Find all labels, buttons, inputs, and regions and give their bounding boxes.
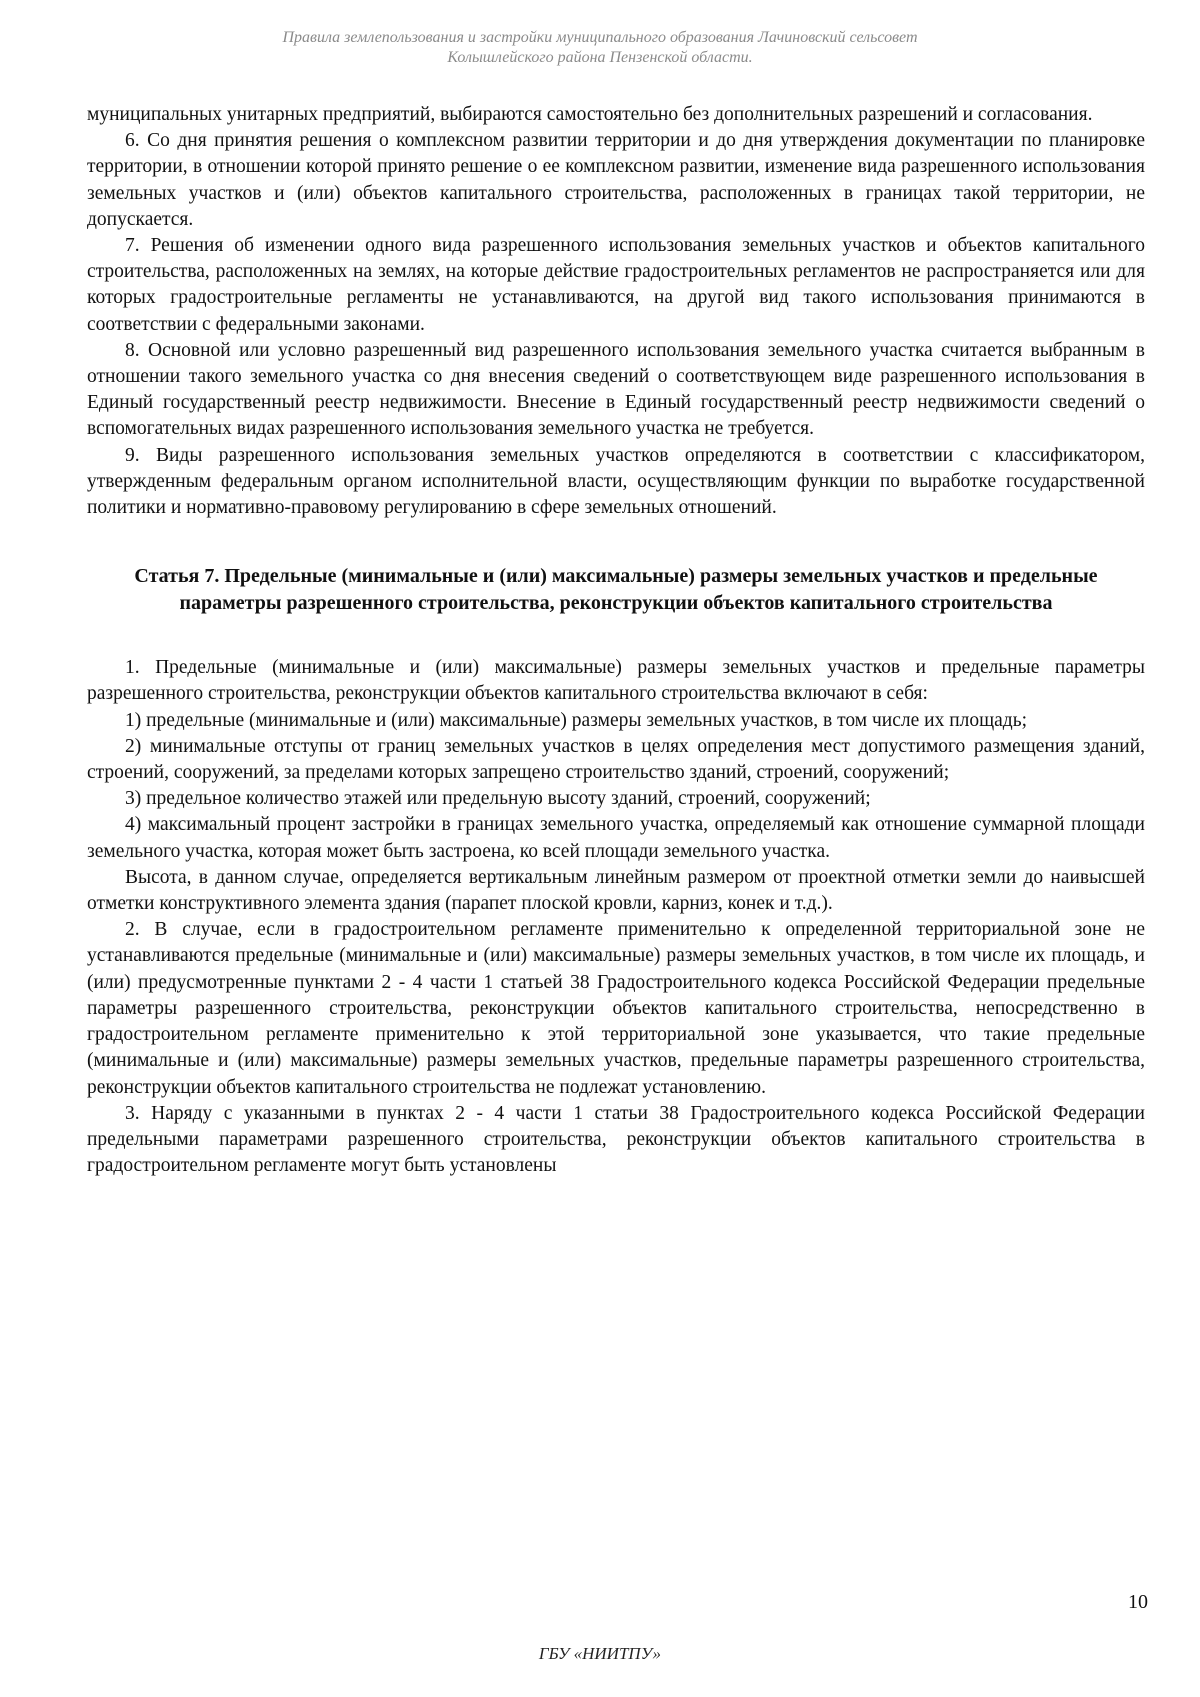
paragraph-item-6: 6. Со дня принятия решения о комплексном развитии территории и до дня утверждения документации по планировке территории, в отношении которой принято решение о ее комплексном развитии, изменение вида разрешенного использования земельных участков и (или) объектов капитального строительства, расположенных в границах такой территории, не допускается.: [87, 130, 1145, 230]
document-body: [87, 102, 1145, 1179]
article-subitem-3: 3) предельное количество этажей или предельную высоту зданий, строений, сооружений;: [125, 788, 871, 810]
running-header-line-1: Правила землепользования и застройки муниципального образования Лачиновский сельсовет: [282, 29, 918, 46]
paragraph-item-9: 9. Виды разрешенного использования земельных участков определяются в соответствии с классификатором, утвержденным федеральным органом исполнительной власти, осуществляющим функции по выработке государственной политики и нормативно-правовому регулированию в сфере земельных отношений.: [87, 444, 1145, 519]
paragraph-item-7: 7. Решения об изменении одного вида разрешенного использования земельных участков и объектов капитального строительства, расположенных на землях, на которые действие градостроительных регламентов не распространяется или для которых градостроительные регламенты не устанавливаются, на другой вид такого использования принимаются в соответствии с федеральными законами.: [87, 235, 1145, 335]
article-subitem-2: 2) минимальные отступы от границ земельных участков в целях определения мест допустимого размещения зданий, строений, сооружений, за пределами которых запрещено строительство зданий, строений, сооружений;: [87, 735, 1145, 784]
paragraph-item-8: 8. Основной или условно разрешенный вид разрешенного использования земельного участка считается выбранным в отношении такого земельного участка со дня внесения сведений о соответствующем виде разрешенного использования в Единый государственный реестр недвижимости. Внесение в Единый государственный реестр недвижимости сведений о вспомогательных видах разрешенного использования земельного участка не требуется.: [87, 339, 1145, 440]
article-subitem-4: 4) максимальный процент застройки в границах земельного участка, определяемый как отношение суммарной площади земельного участка, которая может быть застроена, ко всей площади земельного участка.: [87, 814, 1145, 862]
article-paragraph-2: 2. В случае, если в градостроительном регламенте применительно к определенной территориальной зоне не устанавливаются предельные (минимальные и (или) максимальные) размеры земельных участков, в том числе их площадь, и (или) предусмотренные пунктами 2 - 4 части 1 статьей 38 Градостроительного кодекса Российской Федерации предельные параметры разрешенного строительства, реконструкции объектов капитального строительства, непосредственно в градостроительном регламенте применительно к этой территориальной зоне указывается, что такие предельные (минимальные и (или) максимальные) размеры земельных участков, предельные параметры разрешенного строительства, реконструкции объектов капитального строительства не подлежат установлению.: [87, 919, 1145, 1098]
page-number: 10: [1128, 1591, 1148, 1613]
running-header: [160, 28, 1040, 68]
article-paragraph-3: 3. Наряду с указанными в пунктах 2 - 4 части 1 статьи 38 Градостроительного кодекса Российской Федерации предельными параметрами разрешенного строительства, реконструкции объектов капитального строительства в градостроительном регламенте могут быть установлены: [87, 1102, 1145, 1177]
article-7-title: Статья 7. Предельные (минимальные и (или) максимальные) размеры земельных участков и предельные параметры разрешенного строительства, реконструкции объектов капитального строительства: [134, 565, 1098, 615]
article-height-note: Высота, в данном случае, определяется вертикальным линейным размером от проектной отметки земли до наивысшей отметки конструктивного элемента здания (парапет плоской кровли, карниз, конек и т.д.).: [87, 866, 1145, 915]
article-paragraph-1: 1. Предельные (минимальные и (или) максимальные) размеры земельных участков и предельные параметры разрешенного строительства, реконструкции объектов капитального строительства включают в себя:: [87, 657, 1145, 705]
paragraph-continuation: муниципальных унитарных предприятий, выбираются самостоятельно без дополнительных разрешений и согласования.: [87, 104, 1093, 125]
footer-organization: ГБУ «НИИТПУ»: [538, 1644, 662, 1663]
running-header-line-2: Колышлейского района Пензенской области.: [447, 49, 753, 66]
article-subitem-1: 1) предельные (минимальные и (или) максимальные) размеры земельных участков, в том числе их площадь;: [125, 709, 1028, 731]
